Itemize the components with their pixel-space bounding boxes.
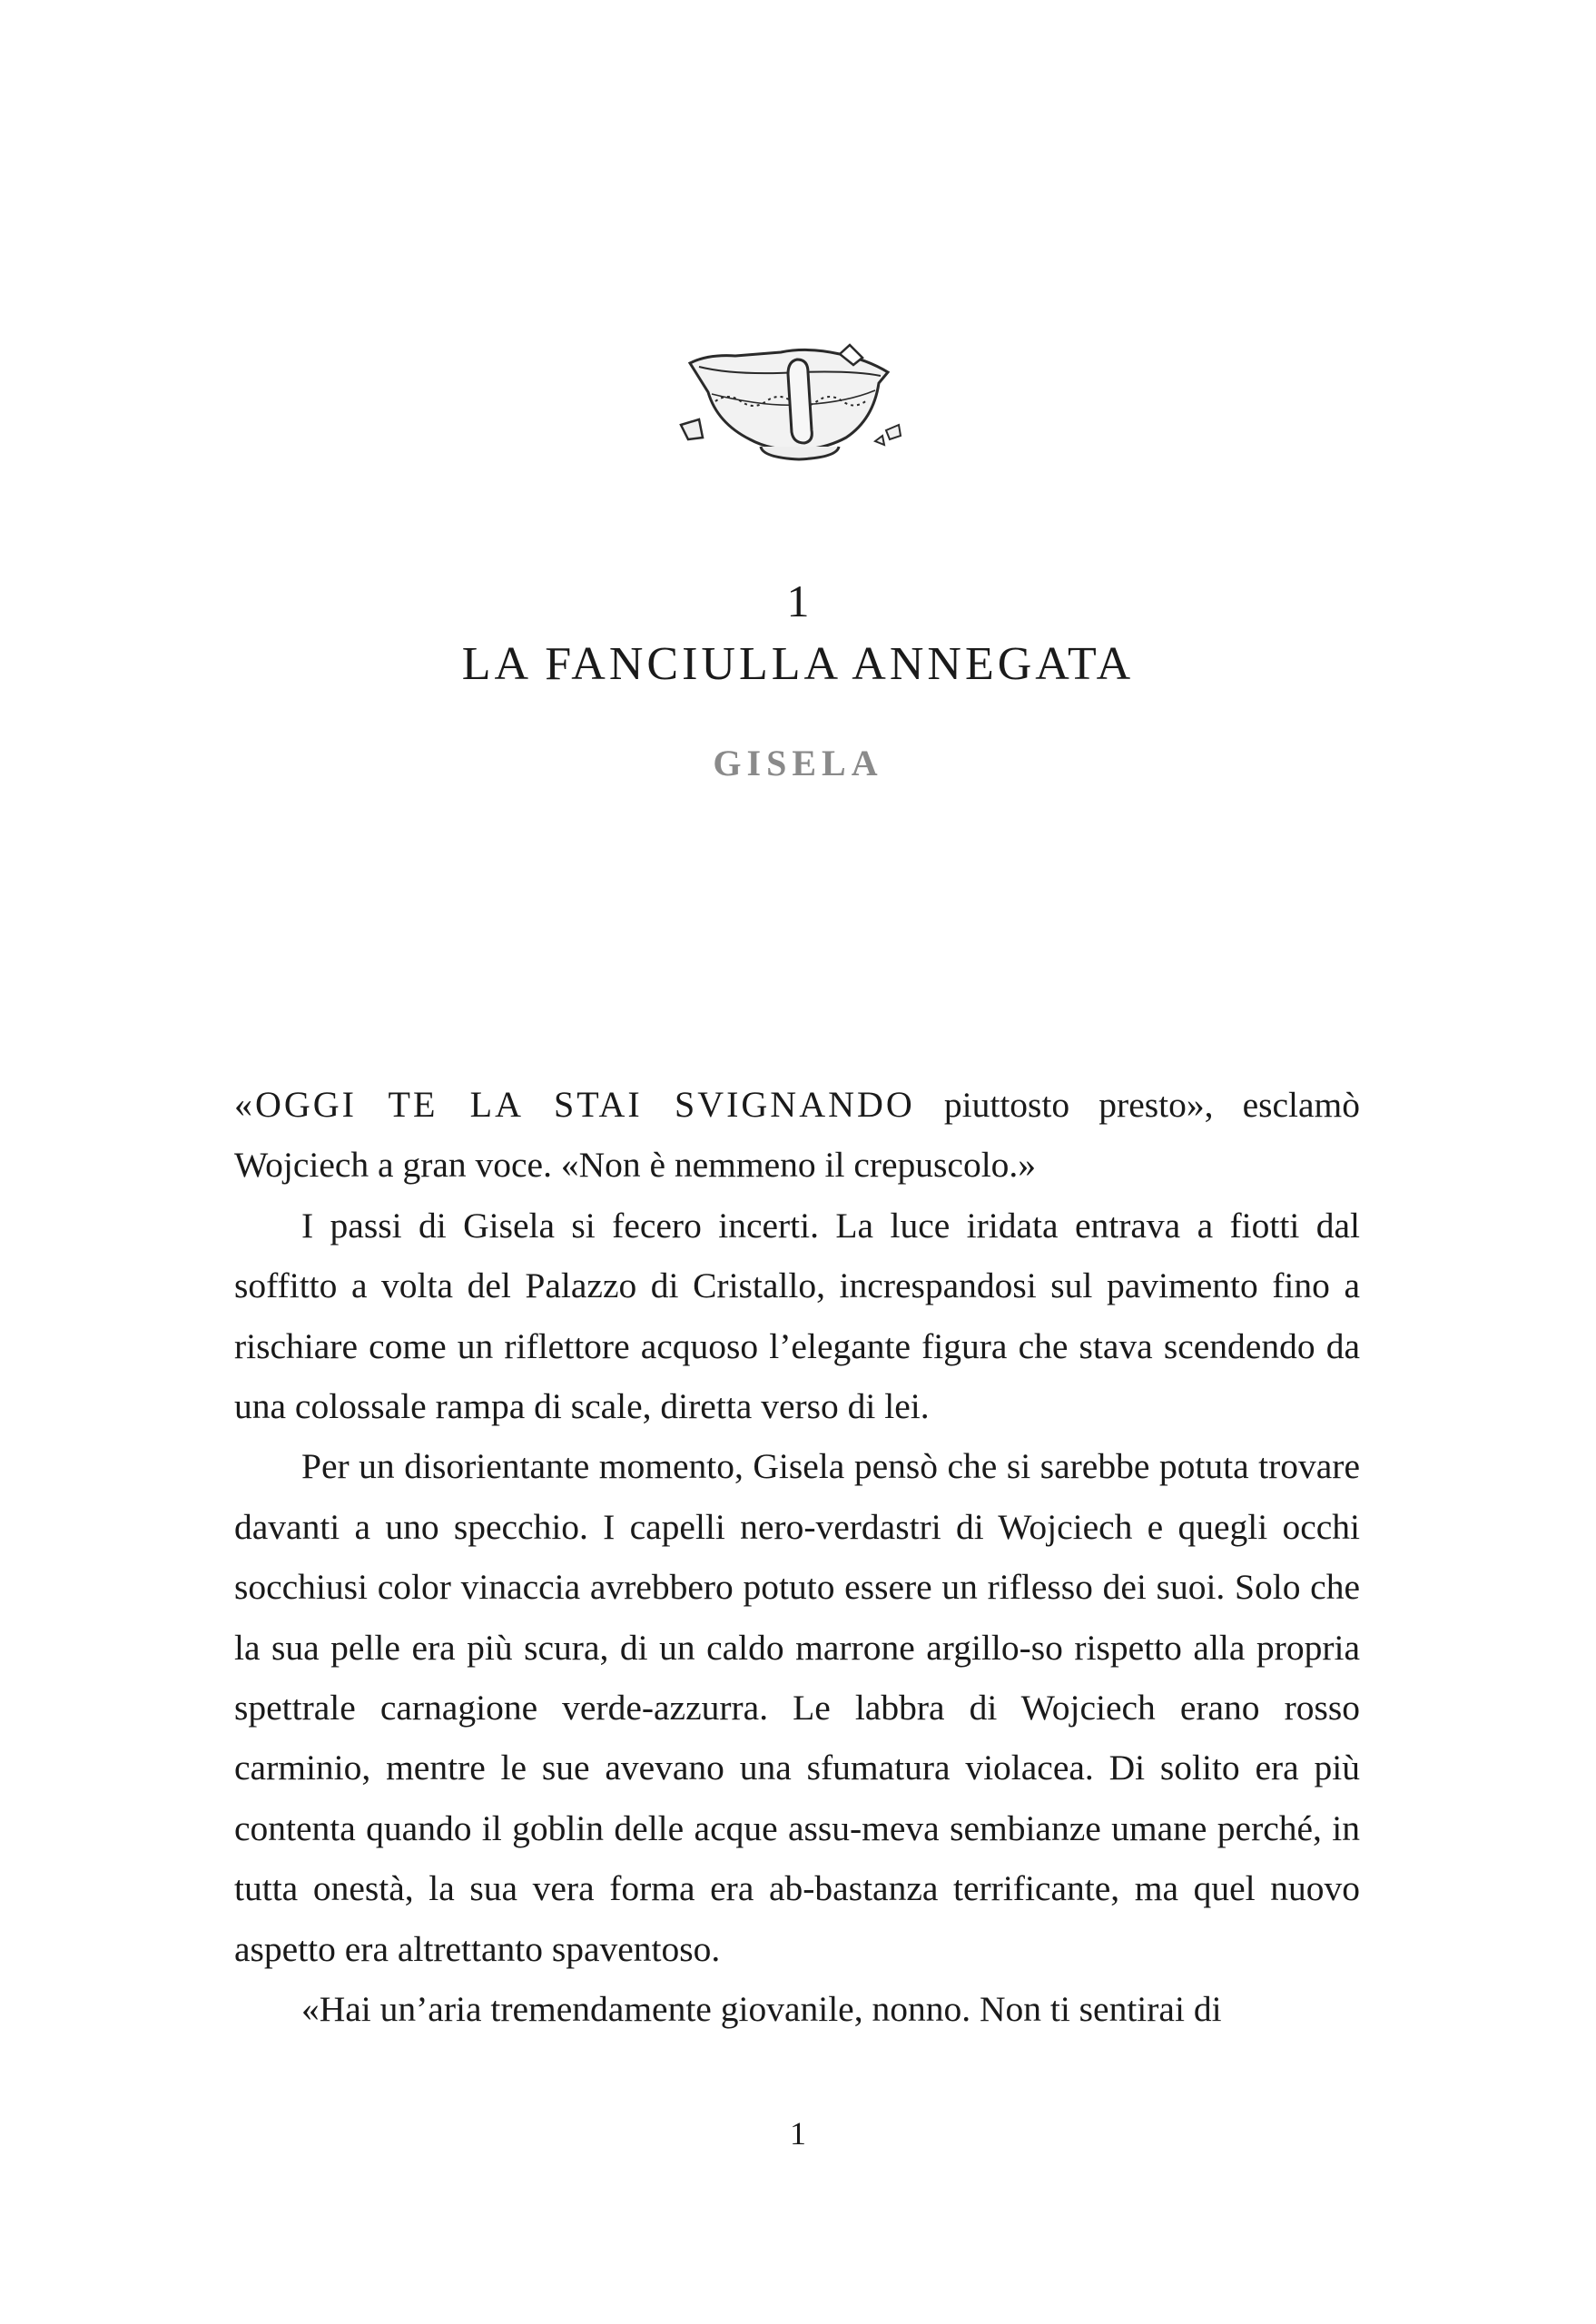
paragraph-text: piuttosto presto», esclamò Wojciech a gran voce. «Non è nemmeno il crepuscolo.» [234, 1085, 1361, 1186]
paragraph: «Hai un’aria tremendamente giovanile, nonno. Non ti sentirai di [301, 1989, 1222, 2030]
pov-label: GISELA [713, 743, 883, 783]
broken-teacup-icon [672, 336, 926, 472]
paragraph: I passi di Gisela si fecero incerti. La luce iridata entrava a fiotti dal soffitto a volta del Palazzo di Cristallo, increspandosi sul pavimento fino a rischiare come un riflettore acquoso l’elegante figura che stava scendendo da una colossale rampa di scale, diretta verso di lei. [234, 1205, 1360, 1427]
paragraph: Per un disorientante momento, Gisela pensò che si sarebbe potuta trovare davanti a uno specchio. I capelli nero-verdastri di Wojciech e quegli occhi socchiusi color vinaccia avrebbero potuto essere un riflesso dei suoi. Solo che la sua pelle era più scura, di un caldo marrone argillo-so rispetto alla propria spettrale carnagione verde-azzurra. Le labbra di Wojciech erano rosso carminio, mentre le sue avevano una sfumatura violacea. Di solito era più contenta quando il goblin delle acque assu-meva sembianze umane perché, in tutta onestà, la sua vera forma era ab-bastanza terrificante, ma quel nuovo aspetto era altrettanto spaventoso. [234, 1446, 1360, 1969]
page-number: 1 [790, 2115, 806, 2152]
chapter-number: 1 [786, 576, 810, 626]
chapter-title: LA FANCIULLA ANNEGATA [461, 638, 1135, 690]
opening-smallcaps: «OGGI TE LA STAI SVIGNANDO [234, 1084, 915, 1125]
paragraph [234, 1075, 1360, 1196]
chapter-body [234, 1075, 1360, 2040]
